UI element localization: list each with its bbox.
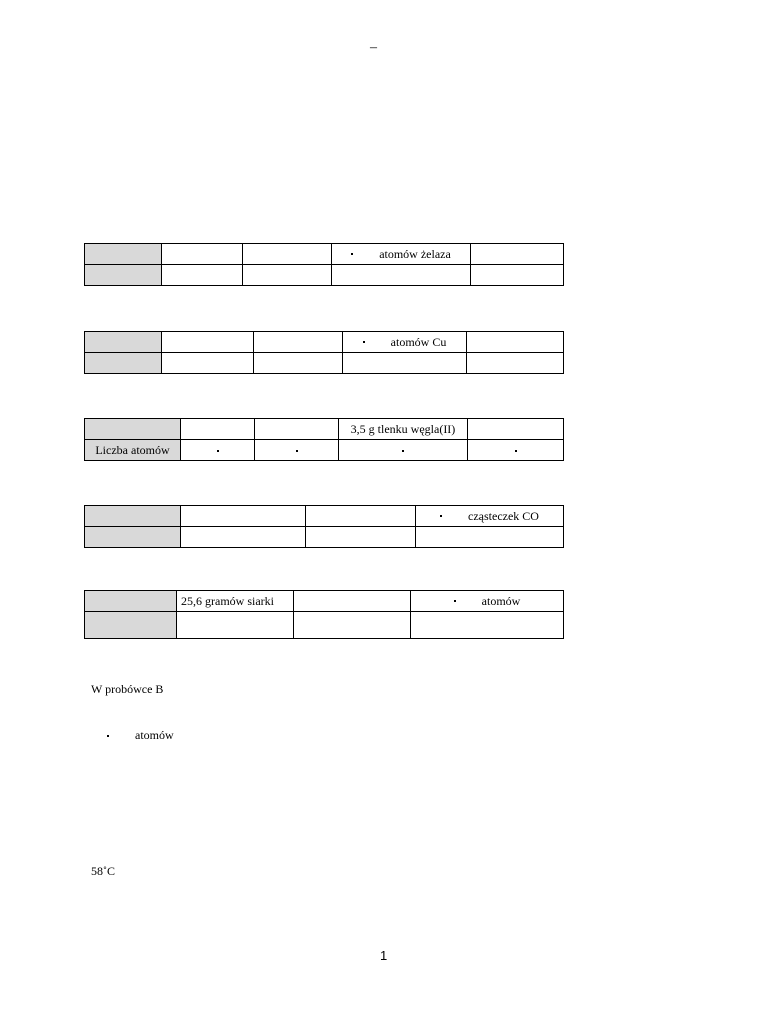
multiplication-dot-icon [440, 515, 442, 517]
table-cell [162, 353, 254, 374]
table-cell [181, 440, 255, 461]
table-cell [332, 265, 471, 286]
multiplication-dot-icon [402, 450, 404, 452]
cell-label: atomów [481, 593, 521, 608]
multiplication-dot-icon [363, 341, 365, 343]
table-row [85, 353, 564, 374]
table-cell [181, 527, 306, 548]
table-cell [181, 419, 255, 440]
multiplication-dot-icon [515, 450, 517, 452]
cell-label: cząsteczek CO [468, 508, 539, 523]
table-row [85, 527, 564, 548]
table-cell [306, 506, 416, 527]
table-cell [411, 591, 564, 612]
multiplication-dot-icon [217, 450, 219, 452]
multiplication-dot-icon [296, 450, 298, 452]
table-cell [467, 353, 564, 374]
table-cell [162, 332, 254, 353]
table-cell [243, 244, 332, 265]
table-cell [467, 332, 564, 353]
table-cell [294, 591, 411, 612]
table-cell [471, 244, 564, 265]
header-cell [85, 612, 177, 639]
header-dash: – [370, 40, 377, 55]
table-copper-atoms [84, 331, 564, 374]
table-cell [416, 506, 564, 527]
table-cell [181, 506, 306, 527]
table-row [85, 265, 564, 286]
table-row [85, 440, 564, 461]
header-cell [85, 506, 181, 527]
cell-label: atomów żelaza [379, 246, 451, 261]
cell-label: 25,6 gramów siarki [177, 591, 294, 612]
table-cell [255, 440, 339, 461]
table-row [85, 419, 564, 440]
table-carbon-monoxide [84, 418, 564, 461]
header-cell [85, 265, 162, 286]
paragraph-atoms [107, 728, 174, 743]
table-co-molecules [84, 505, 564, 548]
table-iron-atoms [84, 243, 564, 286]
cell-label: 3,5 g tlenku węgla(II) [339, 419, 468, 440]
table-row [85, 612, 564, 639]
header-cell [85, 353, 162, 374]
table-cell [471, 265, 564, 286]
table-cell [416, 527, 564, 548]
row-header-label: Liczba atomów [85, 440, 181, 461]
multiplication-dot-icon [351, 253, 353, 255]
table-cell [411, 612, 564, 639]
table-cell [162, 244, 243, 265]
table-cell [332, 244, 471, 265]
table-cell [254, 332, 343, 353]
table-row [85, 244, 564, 265]
table-row [85, 506, 564, 527]
table-row [85, 591, 564, 612]
table-cell [468, 419, 564, 440]
paragraph-atoms-label: atomów [135, 728, 174, 742]
header-cell [85, 419, 181, 440]
table-cell [294, 612, 411, 639]
multiplication-dot-icon [454, 600, 456, 602]
table-cell [343, 332, 467, 353]
header-cell [85, 332, 162, 353]
table-cell [254, 353, 343, 374]
table-cell [162, 265, 243, 286]
header-cell [85, 527, 181, 548]
table-cell [255, 419, 339, 440]
paragraph-temperature: 58˚C [91, 864, 115, 878]
header-cell [85, 591, 177, 612]
header-cell [85, 244, 162, 265]
paragraph-test-tube-b: W probówce B [91, 682, 164, 696]
cell-label: atomów Cu [390, 334, 447, 349]
table-cell [343, 353, 467, 374]
page-number: 1 [380, 948, 388, 963]
table-cell [468, 440, 564, 461]
table-cell [177, 612, 294, 639]
table-cell [339, 440, 468, 461]
table-cell [243, 265, 332, 286]
table-sulfur [84, 590, 564, 639]
multiplication-dot-icon [107, 735, 109, 737]
table-row [85, 332, 564, 353]
table-cell [306, 527, 416, 548]
